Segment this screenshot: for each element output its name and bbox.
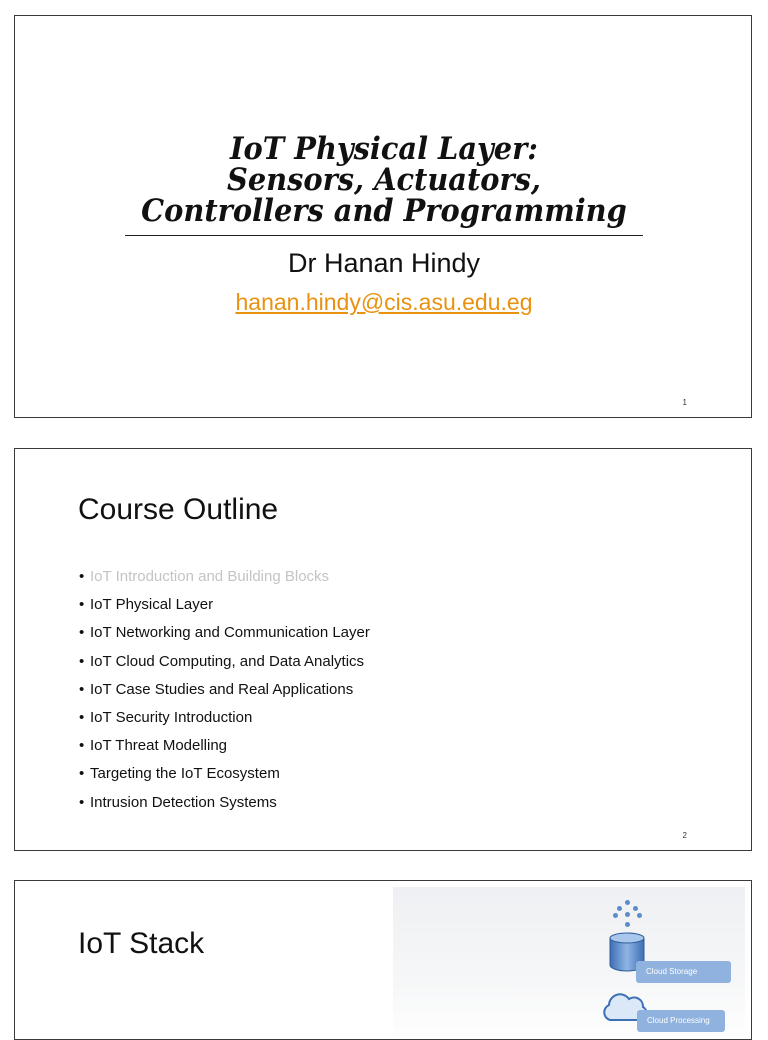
list-item: • IoT Security Introduction	[79, 709, 253, 727]
list-item: • IoT Physical Layer	[79, 596, 214, 614]
list-item-label: IoT Case Studies and Real Applications	[90, 680, 354, 698]
slide-number: 1	[682, 398, 687, 407]
title-line-1: IoT Physical Layer:	[230, 131, 538, 167]
list-item-label: IoT Security Introduction	[90, 709, 253, 727]
slide-2	[14, 448, 752, 851]
list-item-label: Intrusion Detection Systems	[90, 793, 277, 811]
slide-3	[14, 880, 752, 1040]
list-item: • IoT Networking and Communication Layer	[79, 624, 370, 642]
author-name: Dr Hanan Hindy	[287, 248, 481, 278]
list-item-label: IoT Physical Layer	[90, 596, 214, 614]
slide-heading: IoT Stack	[78, 927, 205, 960]
slide-1	[14, 15, 752, 418]
list-item: • IoT Cloud Computing, and Data Analytics	[79, 652, 365, 670]
list-item-label: IoT Networking and Communication Layer	[90, 624, 370, 642]
cloud-processing-label: Cloud Processing	[637, 1010, 725, 1032]
list-item: • Intrusion Detection Systems	[79, 793, 277, 811]
slide-title	[41, 131, 727, 229]
slide-number: 2	[682, 831, 687, 840]
course-outline-list	[79, 563, 370, 817]
author-email-link[interactable]: hanan.hindy@cis.asu.edu.eg	[235, 289, 533, 315]
list-item: • IoT Threat Modelling	[79, 737, 228, 755]
cloud-storage-label: Cloud Storage	[636, 961, 731, 983]
list-item-label: IoT Cloud Computing, and Data Analytics	[90, 652, 365, 670]
data-dots-icon	[613, 900, 653, 930]
iot-stack-diagram	[393, 887, 745, 1040]
list-item: • IoT Introduction and Building Blocks	[79, 568, 330, 585]
list-item: • IoT Case Studies and Real Applications	[79, 680, 354, 698]
title-line-3: Controllers and Programming	[141, 193, 627, 229]
list-item-label: IoT Introduction and Building Blocks	[90, 568, 330, 585]
list-item-label: Targeting the IoT Ecosystem	[90, 765, 280, 783]
title-divider	[125, 235, 643, 236]
slide-heading: Course Outline	[78, 493, 279, 526]
list-item: • Targeting the IoT Ecosystem	[79, 765, 280, 783]
title-line-2: Sensors, Actuators,	[227, 162, 541, 198]
list-item-label: IoT Threat Modelling	[90, 737, 228, 755]
